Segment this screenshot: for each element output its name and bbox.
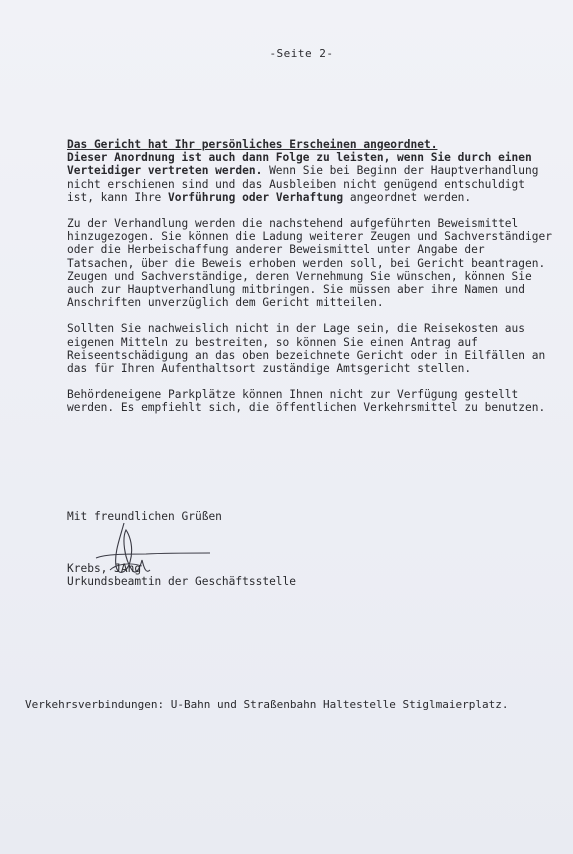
paragraph-travel-costs: Sollten Sie nachweislich nicht in der Lage sein, die Reisekosten aus eigenen Mitteln zu bestreiten, so können Sie einen Antrag auf Reiseentschädigung an das oben bezeichnete Gericht oder in Eilfällen an das für Ihren Aufenthaltsort zuständige Amtsgericht stellen. bbox=[67, 322, 546, 376]
bold-notice: Dieser Anordnung ist auch dann Folge zu leisten, wenn Sie durch einen Verteidiger vertreten werden. bbox=[67, 151, 532, 178]
footer-transport: Verkehrsverbindungen: U-Bahn und Straßenbahn Haltestelle Stiglmaierplatz. bbox=[25, 698, 509, 711]
bold-arrest: Vorführung oder Verhaftung bbox=[168, 190, 344, 204]
paragraph-parking: Behördeneigene Parkplätze können Ihnen nicht zur Verfügung gestellt werden. Es empfiehlt sich, die öffentlichen Verkehrsmittel zu benutzen. bbox=[67, 388, 546, 415]
paragraph-evidence: Zu der Verhandlung werden die nachstehend aufgeführten Beweismittel hinzugezogen. Sie können die Ladung weiterer Zeugen und Sachverständiger oder die Herbeischaffung anderer Beweismittel unter Angabe der Tatsachen, über die Beweis erhoben werden soll, bei Gericht beantragen. Zeugen und Sachverständige, deren Vernehmung Sie wünschen, können Sie auch zur Hauptverhandlung mitbringen. Sie müssen aber ihre Namen und Anschriften unverzüglich dem Gericht mitteilen. bbox=[67, 217, 552, 310]
signer-name: Krebs, JAng bbox=[67, 562, 142, 575]
notice-text: Wenn Sie bei Beginn der Hauptverhandlung nicht erschienen sind und das Ausbleiben nicht genügend entschuldigt ist, kann Ihre bbox=[67, 164, 539, 204]
signer-title: Urkundsbeamtin der Geschäftsstelle bbox=[67, 575, 297, 588]
letter-body bbox=[67, 138, 557, 428]
notice-tail: angeordnet werden. bbox=[343, 190, 472, 204]
paragraph-appearance bbox=[67, 138, 557, 204]
closing-greeting: Mit freundlichen Grüßen bbox=[67, 510, 222, 523]
page-number: -Seite 2- bbox=[269, 47, 334, 60]
heading-appearance-ordered: Das Gericht hat Ihr persönliches Erscheinen angeordnet. bbox=[67, 138, 438, 151]
